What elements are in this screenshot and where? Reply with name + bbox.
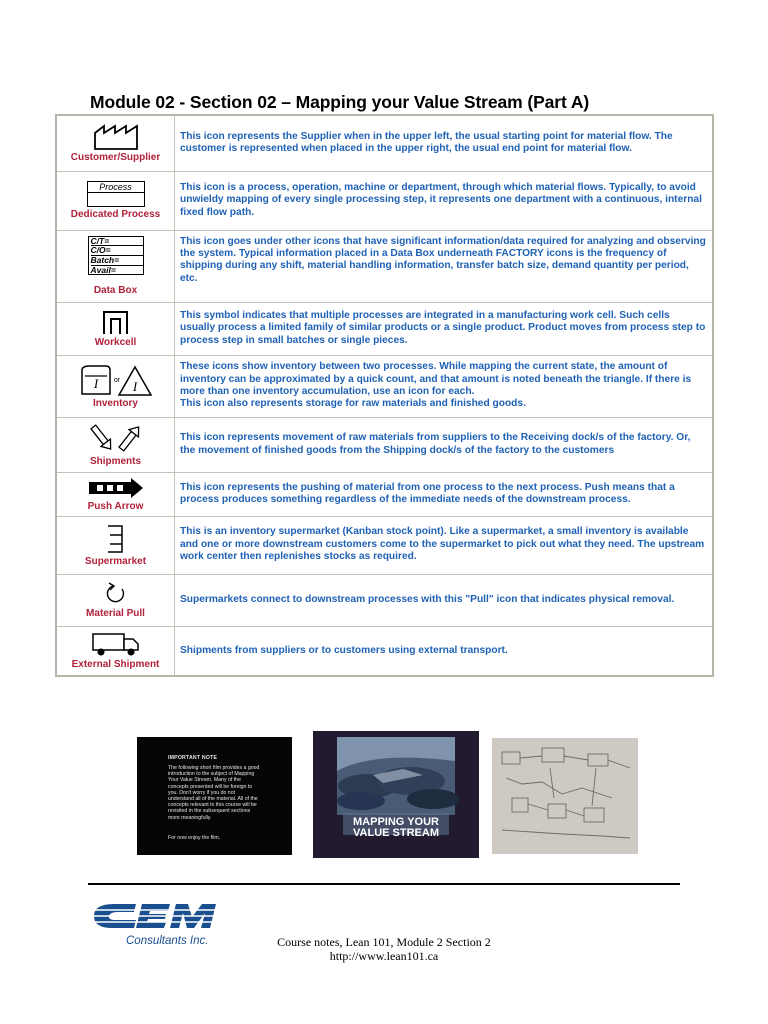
row-label: Dedicated Process (70, 209, 161, 220)
row-description: Supermarkets connect to downstream processes with this "Pull" icon that indicates physical removal. (175, 574, 714, 626)
row-label: Push Arrow (87, 500, 144, 512)
workcell-icon (101, 309, 131, 335)
footer-course-notes: Course notes, Lean 101, Module 2 Section 2 (277, 935, 491, 949)
logo-subtitle: Consultants Inc. (126, 935, 209, 947)
data-line: C/T= (91, 237, 143, 247)
row-description: These icons show inventory between two processes. While mapping the current state, the amount of inventory can be approximated by a quick count, and that amount is noted beneath the triangle. If there is more than one inventory accumulation, use an icon for each. (180, 361, 692, 397)
row-label: External Shipment (71, 659, 160, 671)
row-label: Inventory (92, 397, 138, 409)
data-line: C/O= (91, 246, 143, 256)
process-box-icon (87, 181, 145, 207)
note-heading: IMPORTANT NOTE (168, 755, 218, 761)
value-stream-map-photo-thumbnail[interactable] (492, 738, 638, 854)
inventory-letter: I (93, 375, 98, 391)
row-label: Data Box (93, 285, 138, 297)
table-row (56, 115, 713, 171)
row-description: This icon is a process, operation, machine or department, through which material flows. Typically, to avoid unwieldy mapping of every single processing step, it represents one department with a continuous, internal fixed flow path. (175, 171, 714, 230)
row-description: This icon represents the Supplier when in the upper left, the usual starting point for material flow. The customer is represented when placed in the upper right, the usual end point for material flow. (175, 115, 714, 171)
table-row (56, 355, 713, 417)
video-title-line2: VALUE STREAM (353, 827, 439, 839)
row-description: This icon represents movement of raw materials from suppliers to the Receiving dock/s of the factory. Or, the movement of finished goods from the Shipping dock/s of the factory to the customers (175, 417, 714, 472)
icon-legend-table (55, 114, 714, 677)
inventory-letter: I (132, 378, 137, 394)
data-line: Batch= (91, 256, 143, 266)
table-row (56, 472, 713, 516)
video-title-thumbnail[interactable] (313, 731, 479, 858)
table-row (56, 230, 713, 302)
row-label: Supermarket (84, 555, 147, 567)
video-title-line1: MAPPING YOUR (353, 816, 439, 828)
table-row (56, 626, 713, 676)
table-row (56, 302, 713, 355)
row-description: This is an inventory supermarket (Kanban stock point). Like a supermarket, a small inventory is available and one or more downstream customers come to the supermarket to pick out what they need. The upstream work center then replenishes stocks as required. (175, 516, 714, 574)
push-arrow-icon (87, 477, 145, 499)
row-description: This icon goes under other icons that have significant information/data required for analyzing and observing the system. Typical information placed in a Data Box underneath FACTORY icons is the frequency of shipping during any shift, material handling information, transfer batch size, demand quantity per period, etc. (175, 230, 714, 302)
shipment-arrows-icon (86, 422, 146, 454)
map-sketch-photo (492, 738, 638, 854)
material-pull-icon (104, 582, 128, 606)
row-description-extra: This icon also represents storage for raw materials and finished goods. (180, 398, 526, 410)
row-label: Workcell (94, 337, 137, 348)
or-text: or (113, 376, 120, 384)
table-row (56, 574, 713, 626)
footer-url-link[interactable]: http://www.lean101.ca (329, 949, 439, 963)
row-label: Customer/Supplier (70, 151, 161, 163)
table-row (56, 417, 713, 472)
row-description: This icon represents the pushing of material from one process to the next process. Push means that a process produces something regardless of the immediate needs of the downstream process. (175, 472, 714, 516)
table-row (56, 171, 713, 230)
row-description: This symbol indicates that multiple processes are integrated in a manufacturing work cell. Such cells usually process a limited family of similar products or a single product. Product moves from process step to process step in small batches or single pieces. (175, 302, 714, 355)
supermarket-icon (104, 524, 128, 554)
row-description: Shipments from suppliers or to customers using external transport. (175, 626, 714, 676)
footer-rule (88, 883, 680, 885)
data-line: Avail= (90, 264, 116, 275)
page-title: Module 02 - Section 02 – Mapping your Value Stream (Part A) (90, 92, 590, 112)
video-thumbnails (0, 734, 768, 864)
important-note-thumbnail[interactable] (137, 737, 292, 855)
note-body: The following short film provides a good introduction to the subject of Mapping Your Value Stream. Many of the concepts presented will be foreign to you. Don't worry if you do not understand all of the material. All of the concepts relevant to this course will be revisited in the subsequent sections more meaningfully. (168, 765, 260, 821)
row-label: Material Pull (86, 607, 145, 619)
inventory-triangle-icon (78, 364, 154, 398)
data-box-icon (88, 236, 144, 275)
process-box-text: Process (88, 182, 144, 193)
factory-icon (93, 124, 139, 150)
table-row (56, 516, 713, 574)
truck-icon (91, 631, 141, 657)
note-footer: For now enjoy the film. (168, 835, 221, 841)
row-label: Shipments (89, 456, 142, 467)
